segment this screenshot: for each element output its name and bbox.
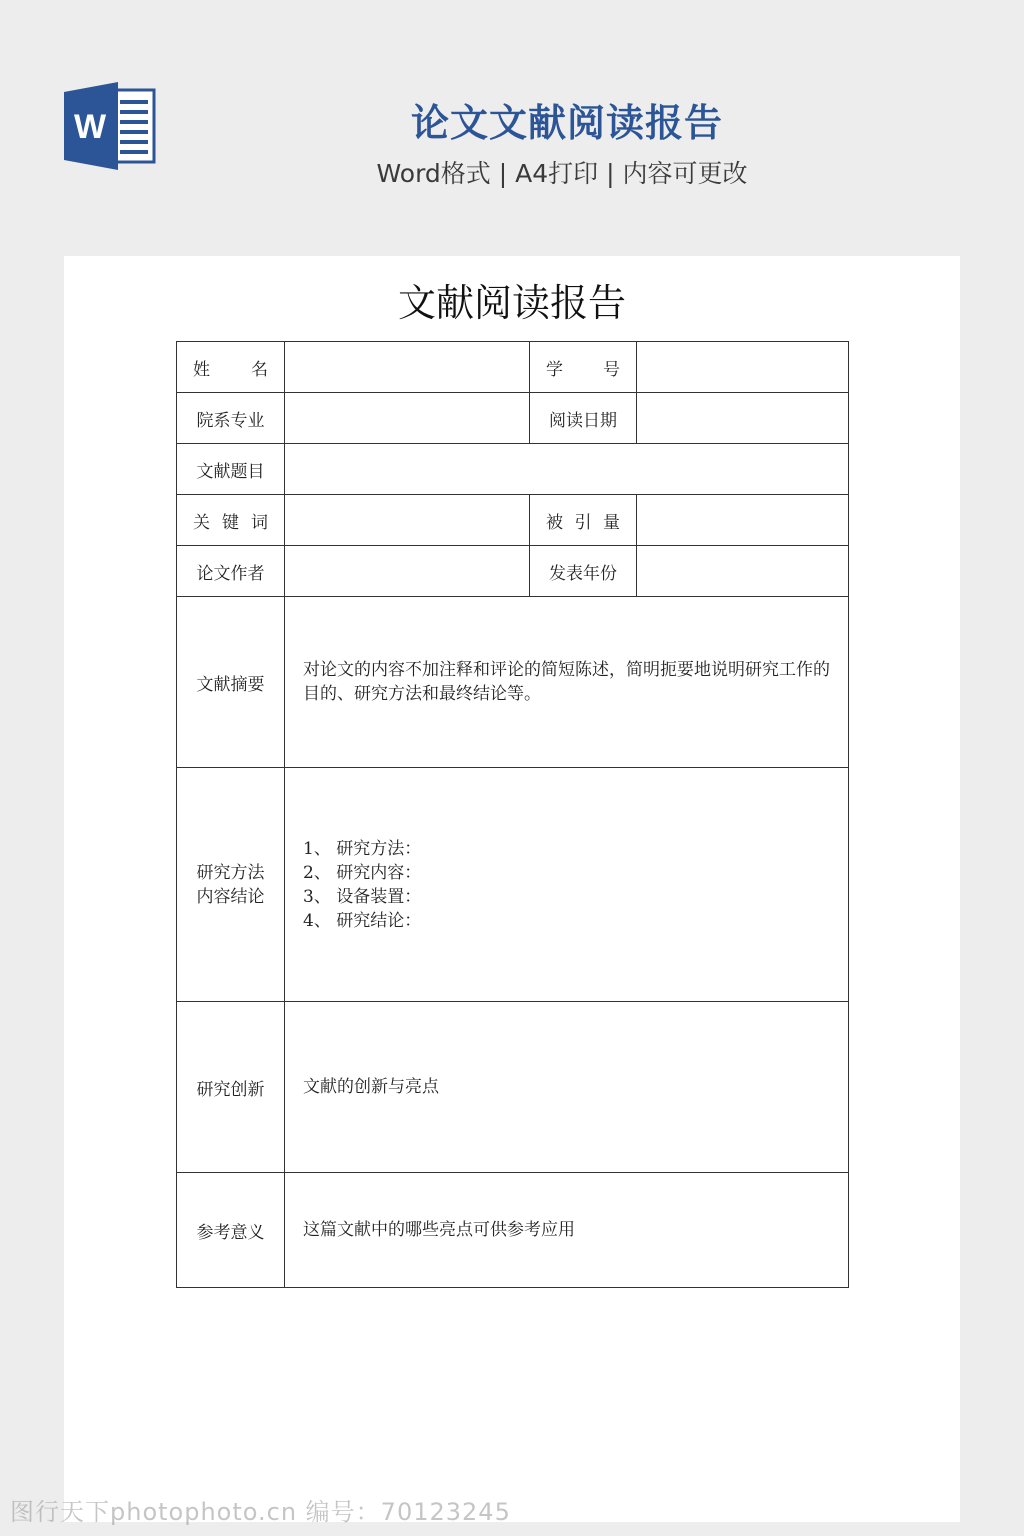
read-date-label: 阅读日期 [530, 393, 637, 444]
department-field[interactable] [285, 393, 530, 444]
citations-label: 被 引 量 [546, 512, 620, 533]
method-content[interactable] [285, 768, 849, 1002]
citations-field[interactable] [637, 495, 849, 546]
banner-title: 论文文献阅读报告 [410, 101, 723, 145]
keywords-label-cell [177, 495, 285, 546]
report-form-table [176, 341, 849, 1288]
method-item: 3、 设备装置： [303, 886, 422, 907]
authors-field[interactable] [285, 546, 530, 597]
name-label: 姓 名 [193, 359, 268, 380]
document-title: 文献阅读报告 [397, 281, 626, 325]
method-item: 1、 研究方法： [303, 838, 422, 859]
citations-label-cell [530, 495, 637, 546]
method-label-cell [177, 768, 285, 1002]
abstract-label: 文献摘要 [177, 597, 285, 768]
department-label: 院系专业 [177, 393, 285, 444]
paper-title-field[interactable] [285, 444, 849, 495]
row-authors [177, 546, 849, 597]
row-department [177, 393, 849, 444]
student-id-field[interactable] [637, 342, 849, 393]
authors-label: 论文作者 [177, 546, 285, 597]
innovation-text[interactable]: 文献的创新与亮点 [285, 1002, 849, 1173]
row-reference [177, 1173, 849, 1288]
banner-subtitle: Word格式 | A4打印 | 内容可更改 [376, 159, 748, 188]
innovation-label: 研究创新 [177, 1002, 285, 1173]
row-abstract [177, 597, 849, 768]
abstract-text[interactable]: 对论文的内容不加注释和评论的简短陈述，简明扼要地说明研究工作的目的、研究方法和最终结论等。 [285, 597, 849, 768]
row-name [177, 342, 849, 393]
method-item: 4、 研究结论： [303, 910, 422, 931]
student-id-label: 学 号 [546, 359, 620, 380]
name-field[interactable] [285, 342, 530, 393]
pub-year-label: 发表年份 [530, 546, 637, 597]
name-label-cell [177, 342, 285, 393]
row-method [177, 768, 849, 1002]
row-keywords [177, 495, 849, 546]
student-id-label-cell [530, 342, 637, 393]
reference-text[interactable]: 这篇文献中的哪些亮点可供参考应用 [285, 1173, 849, 1288]
keywords-label: 关 键 词 [193, 512, 268, 533]
method-item: 2、 研究内容： [303, 862, 422, 883]
word-logo-letter: W [73, 108, 107, 146]
method-label-line-2: 内容结论 [196, 886, 265, 907]
paper-title-label: 文献题目 [177, 444, 285, 495]
read-date-field[interactable] [637, 393, 849, 444]
pub-year-field[interactable] [637, 546, 849, 597]
method-label-line-1: 研究方法 [196, 862, 265, 883]
row-paper-title [177, 444, 849, 495]
row-innovation [177, 1002, 849, 1173]
reference-label: 参考意义 [177, 1173, 285, 1288]
keywords-field[interactable] [285, 495, 530, 546]
watermark: 图行天下photophoto.cn 编号：70123245 [10, 1498, 511, 1526]
